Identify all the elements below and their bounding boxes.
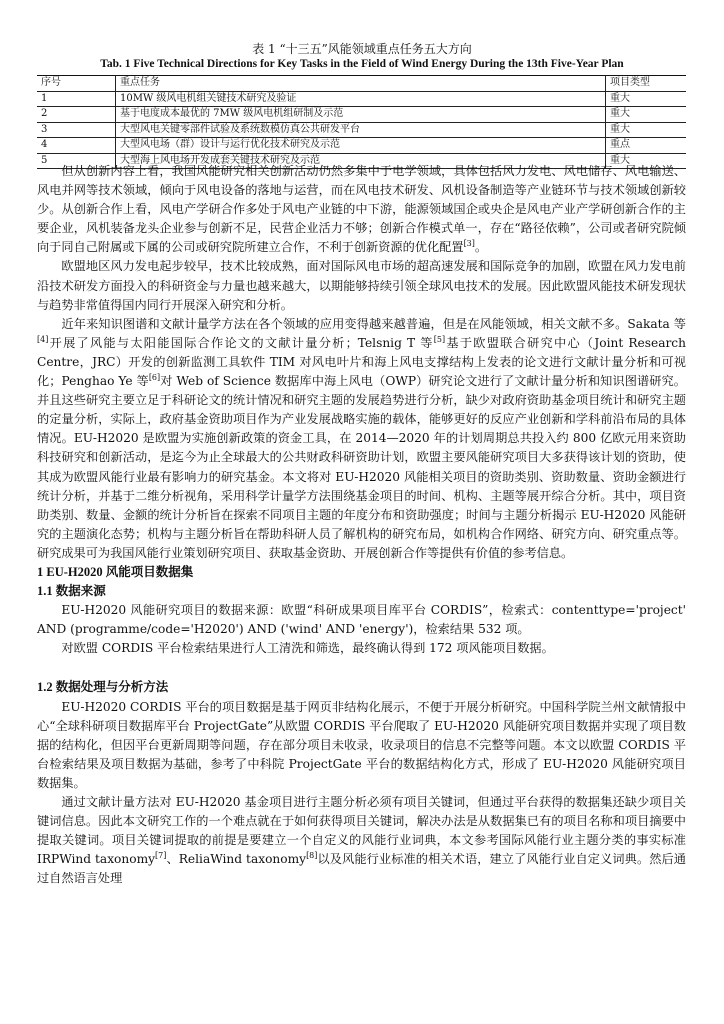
cell-task: 大型风电关键零部件试验及系统数模仿真公共研发平台 [116,122,606,138]
paragraph-data-processing: EU-H2020 CORDIS 平台的项目数据是基于网页非结构化展示，不便于开展分析研究。中国科学院兰州文献情报中心“全球科研项目数据库平台 ProjectGate”从欧盟 CORDIS 平台爬取了 EU-H2020 风能研究项目数据并实现了项目数据的结构化，但因平台更新周期等问题，存在部分项目未收录，收录项目的信息不完整等问题。本文以欧盟 CORDIS 平台检索结果及项目数据为基础，参考了中科院 ProjectGate 平台的数据结构化方式，形成了 EU-H2020 风能研究项目数据集。 [37,699,686,790]
table-caption-cn: 表 1 “十三五”风能领域重点任务五大方向 [252,42,472,56]
cell-task: 大型风电场（群）设计与运行优化技术研究及示范 [116,138,606,154]
section-heading-1: 1 EU-H2020 风能项目数据集 [37,564,194,579]
body-text [37,162,686,888]
paragraph-text: 基于欧盟联合研究中心（Joint Research Centre，JRC）开发的创新监测工具软件 TIM 对风电叶片和海上风电支撑结构上发表的论文进行文献计量分析和可视化；Penghao Ye 等 [37,335,686,389]
cell-index: 1 [37,91,116,107]
paragraph-literature [37,315,686,563]
table-header-row [37,76,686,92]
table-caption-en: Tab. 1 Five Technical Directions for Key Tasks in the Field of Wind Energy During the 13th Five-Year Plan [100,58,624,70]
citation-ref: [8] [306,851,318,861]
paragraph-data-cleaning: 对欧盟 CORDIS 平台检索结果进行人工清洗和筛选，最终确认得到 172 项风能项目数据。 [61,641,554,656]
cell-type: 重大 [606,122,687,138]
cell-type: 重大 [606,153,687,169]
paragraph-innovation [37,162,686,257]
paragraph-data-source: EU-H2020 风能研究项目的数据来源：欧盟“科研成果项目库平台 CORDIS”，检索式：contenttype='project' AND (programme/code='H2020') AND ('wind' AND 'energy')，检索结果 532 项。 [37,603,686,637]
citation-ref: [5] [433,334,446,344]
paragraph-text: 对 Web of Science 数据库中海上风电（OWP）研究论文进行了文献计量分析和知识图谱研究。并且这些研究主要立足于科研论文的统计情况和研究主题的发展趋势进行分析，缺少对政府资助基金项目统计和研究主题的定量分析，实际上，政府基金资助项目作为产业发展战略实施的载体，能够更好的反应产业创新和学科前沿布局的具体情况。EU-H2020 是欧盟为实施创新政策的资金工具，在 2014—2020 年的计划周期总共投入约 800 亿欧元用来资助科技研究和创新活动，是迄今为止全球最大的公共财政科研资助计划，欧盟主要风能研究项目大多获得该计划的资助，使其成为欧盟风能行业最有影响力的研究基金。本文将对 EU-H2020 风能相关项目的资助类别、资助数量、资助金额进行统计分析，并基于二维分析视角，采用科学计量学方法围绕基金项目的时间、机构、主题等展开综合分析。其中，项目资助类别、数量、金额的统计分析旨在探索不同项目主题的年度分布和资助强度；时间与主题分析揭示 EU-H2020 风能研究的主题演化态势；机构与主题分析旨在帮助科研人员了解机构的研究布局，如机构合作网络、研究方向、研究重点等。研究成果可为我国风能行业策划研究项目、获取基金资助、开展创新合作等提供有价值的参考信息。 [37,374,686,560]
cell-index: 3 [37,122,116,138]
paragraph-text: 开展了风能与太阳能国际合作论文的文献计量分析；Telsnig T 等 [48,335,434,350]
citation-ref: [3] [463,239,475,249]
cell-type: 重大 [606,91,687,107]
header-index: 序号 [37,76,116,92]
paragraph-eu-background: 欧盟地区风力发电起步较早，技术比较成熟，面对国际风电市场的超高速发展和国际竞争的加剧，欧盟在风力发电前沿技术研发方面投入的科研资金与力量也越来越大，以期能够持续引领全球风电技术的发展。因此欧盟风能技术研发现状与趋势非常值得国内同行开展深入研究和分析。 [37,259,686,312]
paragraph-text: 近年来知识图谱和文献计量学方法在各个领域的应用变得越来越普遍，但是在风能领域，相关文献不多。Sakata 等 [61,316,686,331]
cell-task: 10MW 级风电机组关键技术研究及验证 [116,91,606,107]
citation-ref: [6] [148,372,161,382]
cell-index: 4 [37,138,116,154]
cell-task: 基于电度成本最优的 7MW 级风电机组研制及示范 [116,107,606,123]
citation-ref: [7] [155,851,167,861]
cell-task: 大型海上风电场开发成套关键技术研究及示范 [116,153,606,169]
section-gap [37,658,686,678]
table-row [37,91,686,107]
paragraph-text: 以及风能行业标准的相关术语，建立了风能行业自定义词典。然后通过自然语言处理 [37,852,686,886]
table-row [37,138,686,154]
section-heading-1-1: 1.1 数据来源 [37,584,106,599]
paragraph-text: 通过文献计量方法对 EU-H2020 基金项目进行主题分析必须有项目关键词，但通过平台获得的数据集还缺少项目关键词信息。因此本文研究工作的一个难点就在于如何获得项目关键词，解决办法是从数据集已有的项目名称和项目摘要中提取关键词。项目关键词提取的前提是要建立一个自定义的风能行业词典，本文参考国际风能行业主题分类的事实标准 IRPWind taxonomy [37,795,686,867]
paragraph-text: 、ReliaWind taxonomy [166,852,307,867]
cell-type: 重点 [606,138,687,154]
paragraph-keywords [37,793,686,888]
cell-index: 2 [37,107,116,123]
cell-index: 5 [37,153,116,169]
cell-type: 重大 [606,107,687,123]
paragraph-text: 。 [474,240,488,255]
citation-ref: [4] [37,334,49,344]
header-type: 项目类型 [606,76,687,92]
table-row [37,122,686,138]
section-heading-1-2: 1.2 数据处理与分析方法 [37,680,169,695]
key-tasks-table [37,75,686,169]
paragraph-text: 但从创新内容上看，我国风能研究相关创新活动仍然多集中于电学领域，具体包括风力发电、风电储存、风电输送、风电并网等技术领域，倾向于风电设备的落地与运营，而在风电技术研发、风机设备制造等产业链环节与技术领域创新较少。从创新合作上看，风电产学研合作多处于风电产业链的中下游，能源领域国企或央企是风电产业产学研创新合作的主要企业，风机装备龙头企业参与创新不足，民营企业活力不够；创新合作模式单一，存在“路径依赖”，公司或者研究院倾向于同自己附属或下属的公司或研究院所建立合作，不利于创新资源的优化配置 [37,164,686,255]
table-row [37,107,686,123]
header-task: 重点任务 [116,76,606,92]
